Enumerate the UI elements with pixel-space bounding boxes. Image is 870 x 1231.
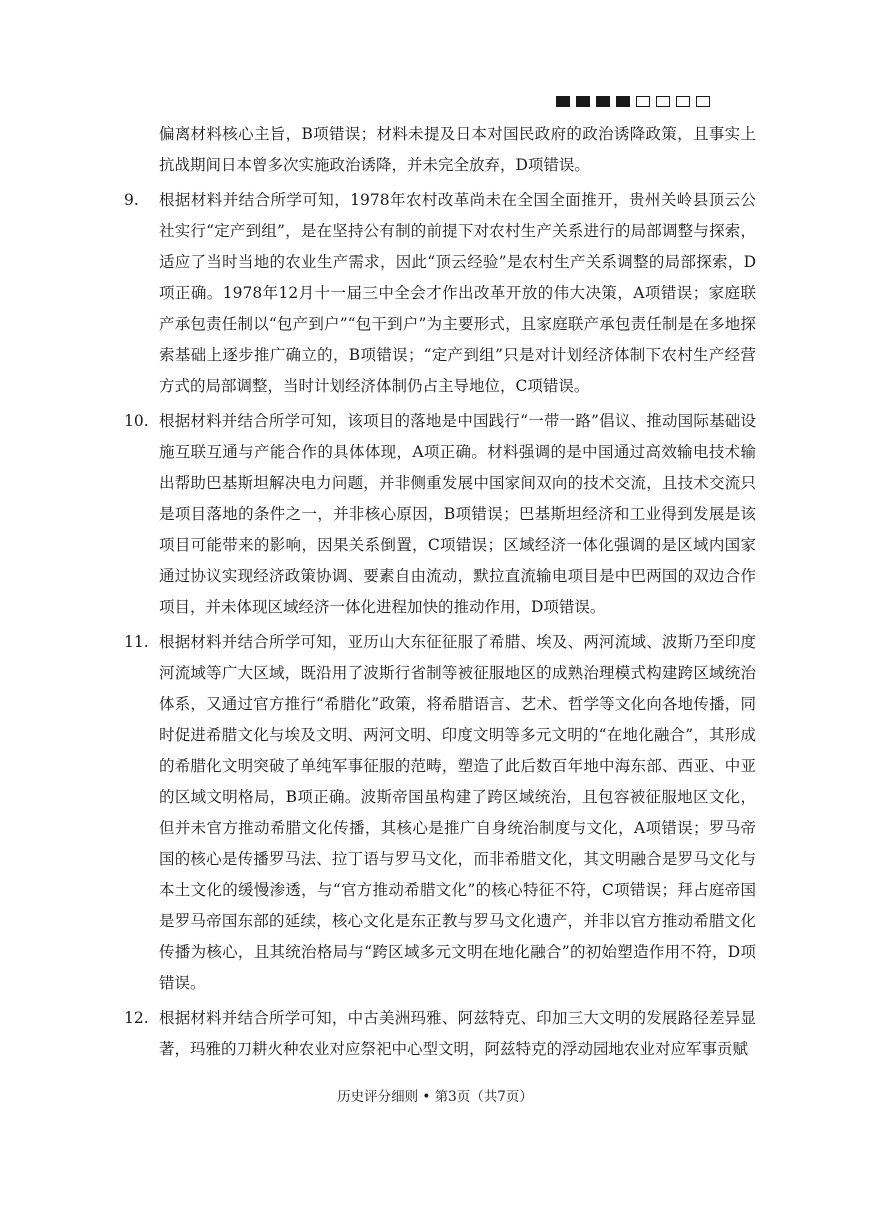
question-explanation: 根据材料并结合所学可知，中古美洲玛雅、阿兹特克、印加三大文明的发展路径差异显著，玛雅的刀耕火种农业对应祭祀中心型文明，阿兹特克的浮动园地农业对应军事贡赋	[159, 1009, 756, 1058]
question-explanation: 根据材料并结合所学可知，亚历山大东征征服了希腊、埃及、两河流域、波斯乃至印度河流域等广大区域，既沿用了波斯行省制等被征服地区的成熟治理模式构建跨区域统治体系，又通过官方推行“希腊化”政策，将希腊语言、艺术、哲学等文化向各地传播，同时促进希腊文化与埃及文明、两河文明、印度文明等多元文明的“在地化融合”，其形成的希腊化文明突破了单纯军事征服的范畴，塑造了此后数百年地中海东部、西亚、中亚的区域文明格局，B项正确。波斯帝国虽构建了跨区域统治，且包容被征服地区文化，但并未官方推动希腊文化传播，其核心是推广自身统治制度与文化，A项错误；罗马帝国的核心是传播罗马法、拉丁语与罗马文化，而非希腊文化，其文明融合是罗马文化与本土文化的缓慢渗透，与“官方推动希腊文化”的核心特征不符，C项错误；拜占庭帝国是罗马帝国东部的延续，核心文化是东正教与罗马文化遗产，并非以官方推动希腊文化传播为核心，且其统治格局与“跨区域多元文明在地化融合”的初始塑造作用不符，D项错误。	[159, 633, 756, 992]
page-marker-filled	[556, 96, 570, 107]
question-explanation: 根据材料并结合所学可知，该项目的落地是中国践行“一带一路”倡议、推动国际基础设施互联互通与产能合作的具体体现，A项正确。材料强调的是中国通过高效输电技术输出帮助巴基斯坦解决电力问题，并非侧重发展中国家间双向的技术交流，且技术交流只是项目落地的条件之一，并非核心原因，B项错误；巴基斯坦经济和工业得到发展是该项目可能带来的影响，因果关系倒置，C项错误；区域经济一体化强调的是区域内国家通过协议实现经济政策协调、要素自由流动，默拉直流输电项目是中巴两国的双边合作项目，并未体现区域经济一体化进程加快的推动作用，D项错误。	[159, 412, 756, 616]
page-marker-empty	[656, 96, 670, 107]
question-item	[124, 406, 756, 623]
page-marker-filled	[576, 96, 590, 107]
question-list	[124, 185, 756, 1065]
page-marker-filled	[616, 96, 630, 107]
continuation-paragraph: 偏离材料核心主旨，B项错误；材料未提及日本对国民政府的政治诱降政策，且事实上抗战期间日本曾多次实施政治诱降，并未完全放弃，D项错误。	[159, 125, 756, 174]
page-marker-empty	[636, 96, 650, 107]
question-item	[124, 1003, 756, 1065]
question-number: 10.	[124, 412, 149, 430]
page-marker-filled	[596, 96, 610, 107]
page-marker-empty	[696, 96, 710, 107]
question-number: 11.	[124, 633, 149, 651]
question-explanation: 根据材料并结合所学可知，1978年农村改革尚未在全国全面推开，贵州关岭县顶云公社实行“定产到组”，是在坚持公有制的前提下对农村生产关系进行的局部调整与探索，适应了当时当地的农业生产需求，因此“顶云经验”是农村生产关系调整的局部探索，D项正确。1978年12月十一届三中全会才作出改革开放的伟大决策，A项错误；家庭联产承包责任制以“包产到户”“包干到户”为主要形式，且家庭联产承包责任制是在多地探索基础上逐步推广确立的，B项错误；“定产到组”只是对计划经济体制下农村生产经营方式的局部调整，当时计划经济体制仍占主导地位，C项错误。	[159, 191, 756, 395]
question-number: 9.	[124, 191, 139, 209]
page-marker-row	[556, 96, 710, 107]
page-marker-empty	[676, 96, 690, 107]
question-number: 12.	[124, 1009, 149, 1027]
question-item	[124, 185, 756, 402]
page-footer: 历史评分细则 • 第3页（共7页）	[337, 1089, 533, 1105]
answer-explanations	[124, 119, 756, 1069]
question-item	[124, 627, 756, 999]
